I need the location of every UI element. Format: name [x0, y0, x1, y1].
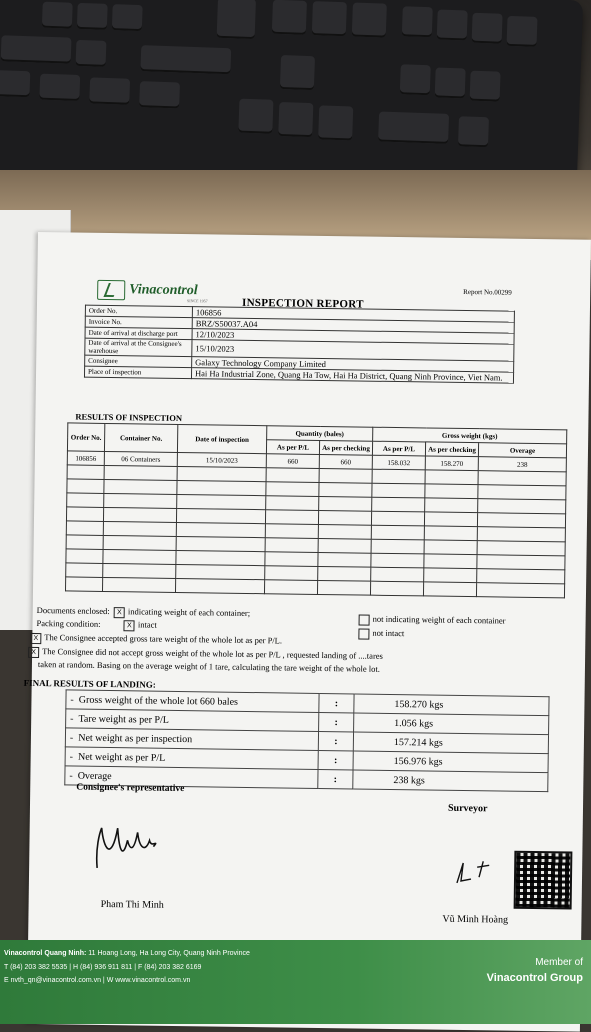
final-value: 1.056 kgs: [354, 713, 549, 735]
qr-code-icon: [514, 851, 573, 910]
footer-address: Vinacontrol Quang Ninh: 11 Hoang Long, Ha Long City, Quang Ninh Province: [4, 950, 250, 957]
keyboard-key: [437, 9, 468, 40]
final-colon: :: [318, 731, 353, 750]
info-label: Invoice No.: [85, 316, 192, 328]
footer-group-name: Vinacontrol Group: [486, 972, 583, 984]
cell-qty-check: 660: [319, 454, 372, 469]
consignee-representative-title: Consignee's representative: [76, 782, 185, 795]
cell-gross-pl: 158.032: [372, 455, 425, 470]
keyboard-key: [42, 2, 73, 29]
checkbox-unchecked: [359, 614, 370, 625]
final-label: - Tare weight as per P/L: [66, 709, 319, 732]
cell-date: 15/10/2023: [177, 452, 266, 467]
keyboard-key: [89, 77, 130, 104]
shipment-info-table: [84, 305, 515, 384]
info-label: Date of arrival at the Consignee's warehouse: [85, 338, 192, 356]
checkbox-checked: X: [124, 620, 135, 631]
keyboard-key: [312, 1, 347, 36]
col-gross-weight: Gross weight (kgs): [373, 427, 567, 444]
info-label: Date of arrival at discharge port: [85, 327, 192, 339]
results-heading: RESULTS OF INSPECTION: [75, 411, 183, 424]
keyboard-key: [402, 6, 433, 37]
final-value: 238 kgs: [353, 770, 548, 792]
brand-since: SINCE 1957: [187, 298, 208, 304]
desk-background: [0, 0, 591, 260]
keyboard-key: [507, 16, 538, 47]
keyboard-key: [76, 40, 107, 67]
consignee-accepted-line: [30, 632, 282, 647]
col-order-no: Order No.: [67, 423, 104, 452]
consignee-name: Pham Thi Minh: [100, 898, 164, 911]
packing-option-2: not intact: [372, 627, 405, 639]
cell-order-no: 106856: [67, 451, 104, 466]
footer-member-label: Member of: [535, 957, 583, 968]
info-value: 12/10/2023: [192, 329, 514, 344]
documents-option-2-line: [359, 614, 506, 628]
info-label: Place of inspection: [84, 366, 191, 378]
packing-line: [36, 618, 156, 631]
page-footer: [0, 940, 591, 1024]
keyboard-key: [77, 3, 108, 30]
results-table: [65, 422, 567, 598]
info-value: BRZ/S50037.A04: [192, 318, 514, 333]
documents-enclosed-label: Documents enclosed:: [36, 605, 110, 617]
keyboard: [0, 0, 583, 190]
cell-gross-check: 158.270: [425, 456, 478, 471]
col-gross-pl: As per P/L: [372, 441, 425, 456]
consignee-accepted-text: The Consignee accepted gross tare weight of the whole lot as per P/L.: [44, 632, 283, 646]
final-value: 156.976 kgs: [353, 751, 548, 773]
info-value: 106856: [192, 307, 514, 322]
consignee-signature: [89, 818, 180, 879]
final-results-table: [64, 689, 549, 792]
checkbox-checked: X: [28, 646, 39, 657]
checkbox-unchecked: [358, 628, 369, 639]
final-label: - Overage: [65, 766, 318, 789]
brand-name: Vinacontrol: [129, 282, 198, 299]
final-value: 158.270 kgs: [354, 694, 549, 716]
packing-option-2-line: [358, 628, 404, 640]
cell-overage: 238: [478, 457, 566, 472]
info-label: Consignee: [85, 355, 192, 367]
final-value: 157.214 kgs: [353, 732, 548, 754]
col-date: Date of inspection: [177, 424, 266, 453]
documents-enclosed-line: [37, 605, 251, 620]
cell-qty-pl: 660: [266, 454, 319, 469]
final-label: - Net weight as per inspection: [65, 728, 318, 751]
final-label: - Net weight as per P/L: [65, 747, 318, 770]
col-qty-pl: As per P/L: [266, 440, 319, 455]
info-label: Order No.: [85, 305, 192, 317]
packing-option-1: intact: [137, 619, 157, 630]
report-number: Report No.00299: [463, 287, 512, 297]
keyboard-key: [472, 13, 503, 44]
keyboard-key: [352, 2, 387, 37]
documents-option-2: not indicating weight of each container: [372, 613, 506, 626]
keyboard-key: [0, 70, 30, 97]
packing-label: Packing condition:: [36, 618, 101, 629]
keyboard-key: [1, 35, 72, 63]
col-container-no: Container No.: [104, 423, 177, 452]
keyboard-key: [272, 0, 307, 35]
checkbox-checked: X: [114, 607, 125, 618]
final-colon: :: [318, 769, 353, 788]
info-value: 15/10/2023: [192, 340, 514, 361]
consignee-not-accepted-text: The Consignee did not accept gross weight of the whole lot as per P/L , requested landing of ....tares: [42, 646, 383, 661]
keyboard-key: [139, 81, 180, 108]
col-overage: Overage: [478, 443, 566, 458]
keyboard-key: [112, 4, 143, 31]
col-quantity: Quantity (bales): [267, 426, 373, 441]
keyboard-key: [378, 111, 449, 143]
keyboard-key: [278, 102, 313, 137]
inspection-report-page: [23, 232, 591, 1032]
checkbox-checked: X: [30, 632, 41, 643]
final-label: - Gross weight of the whole lot 660 bales: [66, 690, 319, 713]
surveyor-title: Surveyor: [447, 802, 488, 815]
final-results-heading: FINAL RESULTS OF LANDING:: [23, 677, 156, 690]
col-gross-check: As per checking: [425, 442, 478, 457]
keyboard-key: [280, 55, 315, 90]
report-title: INSPECTION REPORT: [241, 296, 364, 311]
info-value: Galaxy Technology Company Limited: [192, 357, 514, 372]
info-value: Hai Ha Industrial Zone, Quang Ha Tow, Hai Ha District, Quang Ninh Province, Viet Nam.: [191, 368, 513, 383]
keyboard-key: [217, 0, 256, 39]
final-colon: :: [319, 693, 354, 712]
footer-phones: T (84) 203 382 5535 | H (84) 936 911 811 | F (84) 203 382 6169: [4, 964, 202, 971]
keyboard-key: [435, 67, 466, 98]
final-colon: :: [319, 712, 354, 731]
documents-option-1: indicating weight of each container;: [127, 606, 251, 618]
keyboard-key: [458, 116, 489, 147]
keyboard-key: [470, 71, 501, 102]
surveyor-name: Vũ Minh Hoàng: [442, 913, 509, 926]
keyboard-key: [400, 64, 431, 95]
cell-container-no: 06 Containers: [104, 451, 177, 466]
surveyor-signature: [449, 853, 510, 894]
final-colon: :: [318, 750, 353, 769]
vinacontrol-logo-icon: [97, 280, 125, 300]
keyboard-key: [318, 105, 353, 140]
keyboard-key: [238, 99, 273, 134]
keyboard-key: [140, 45, 231, 74]
company-logo: [97, 280, 198, 301]
col-qty-check: As per checking: [319, 440, 372, 455]
consignee-not-accepted-cont: taken at random. Basing on the average weight of 1 tare, calculating the tare weight of the whole lot.: [37, 659, 381, 674]
keyboard-key: [39, 74, 80, 101]
footer-web: E nvth_qn@vinacontrol.com.vn | W www.vinacontrol.com.vn: [4, 977, 191, 984]
